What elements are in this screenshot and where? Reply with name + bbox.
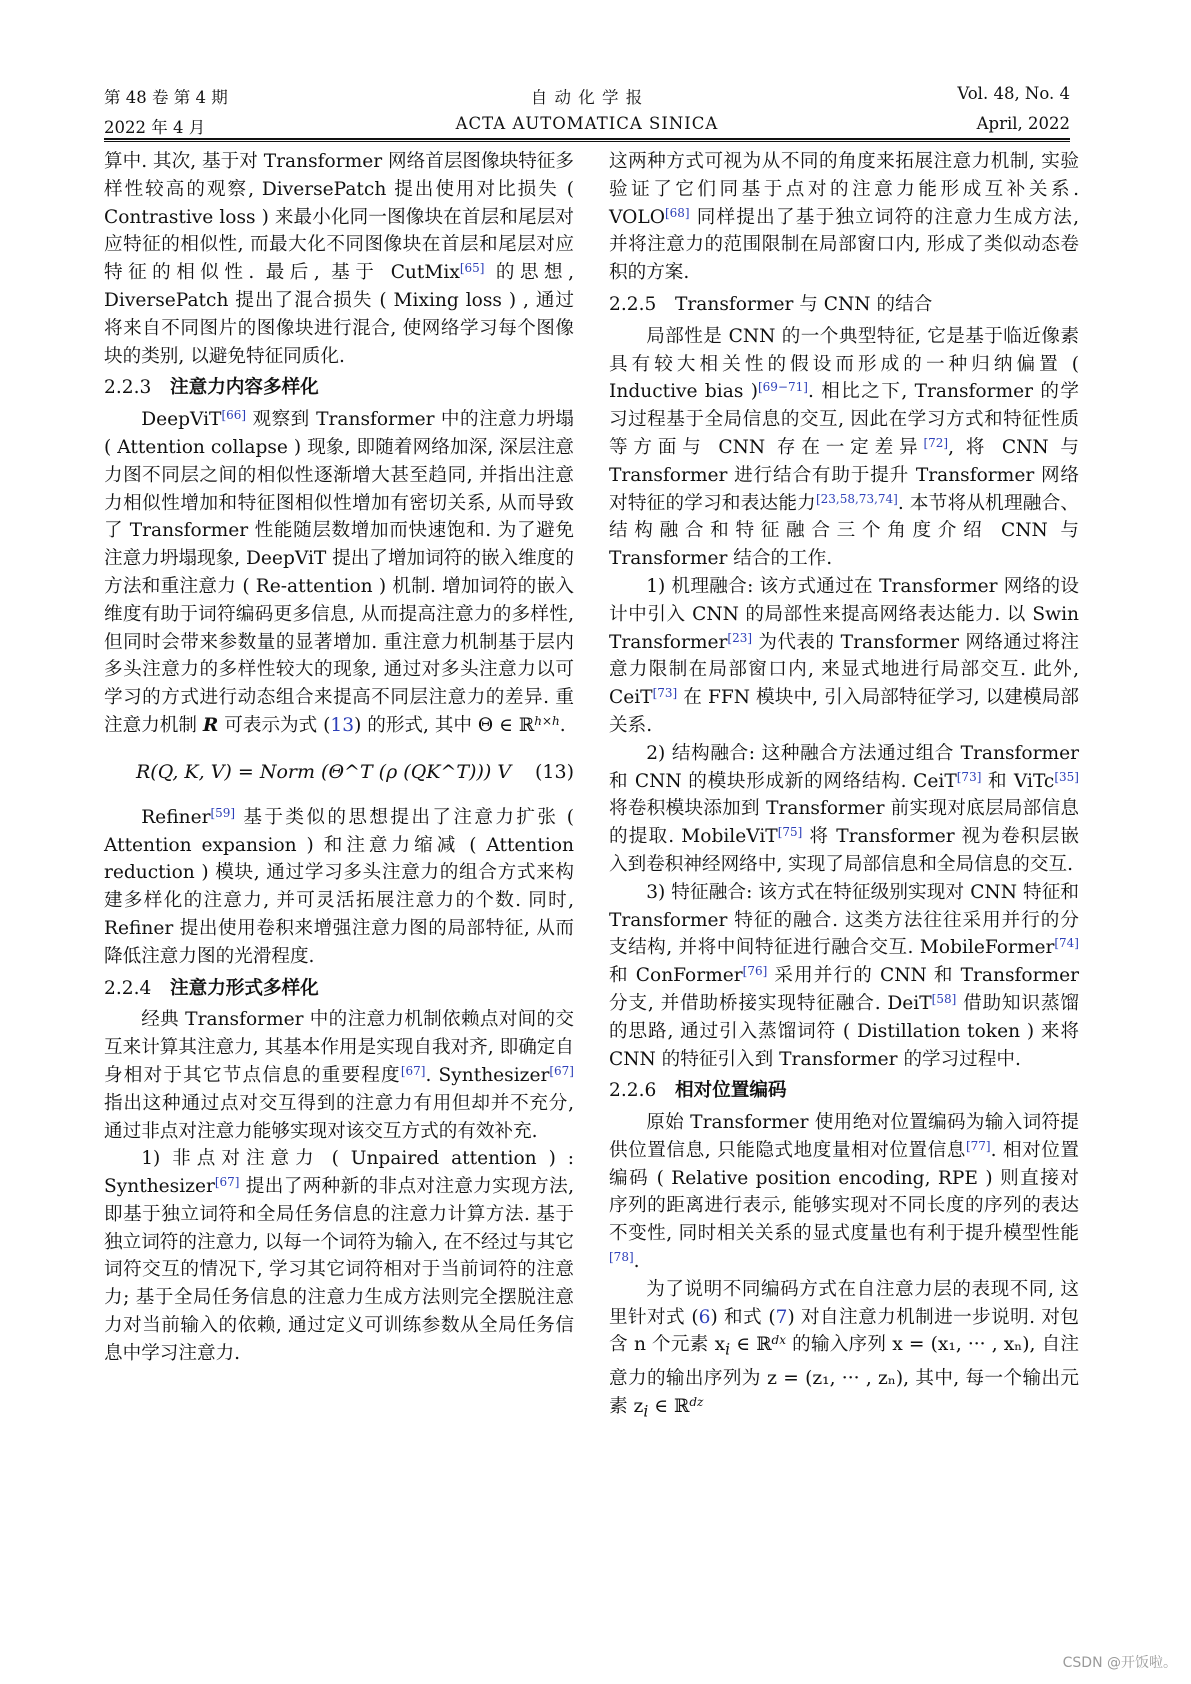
section-heading-2-2-6 bbox=[609, 1077, 1079, 1105]
section-title: Transformer 与 CNN 的结合 bbox=[675, 293, 933, 315]
section-number: 2.2.3 bbox=[104, 377, 152, 399]
citation-link[interactable]: [58] bbox=[931, 991, 957, 1006]
equation-number: (13) bbox=[534, 760, 574, 783]
right-column bbox=[609, 148, 1079, 1426]
paragraph: 算中. 其次, 基于对 Transformer 网络首层图像块特征多样性较高的观察, DiversePatch 提出使用对比损失 ( Contrastive loss ) 来最小化同一图像块在首层和尾层对应特征的相似性, 而最大化不同图像块在首层和尾层对应特征的相似性. 最后, 基于 CutMix[65] 的思想, DiversePatch 提出了混合损失 ( Mixing loss ) , 通过将来自不同图片的图像块进行混合, 使网络学习每个图像块的类别, 以避免特征同质化. bbox=[104, 151, 574, 367]
citation-link[interactable]: [69−71] bbox=[757, 380, 808, 395]
citation-link[interactable]: [74] bbox=[1054, 936, 1079, 951]
citation-link[interactable]: [76] bbox=[742, 964, 768, 979]
section-title: 注意力内容多样化 bbox=[170, 377, 319, 399]
paragraph: DeepViT[66] 观察到 Transformer 中的注意力坍塌 ( Attention collapse ) 现象, 即随着网络加深, 深层注意力图不同层之间的相似性逐渐增大甚至趋同, 并指出注意力相似性增加和特征图相似性增加有密切关系, 从而导致了 Transformer 性能随层数增加而快速饱和. 为了避免注意力坍塌现象, DeepViT 提出了增加词符的嵌入维度的方法和重注意力 ( Re-attention ) 机制. 增加词符的嵌入维度有助于词符编码更多信息, 从而提高注意力的多样性, 但同时会带来参数量的显著增加. 重注意力机制基于层内多头注意力的多样性较大的现象, 通过对多头注意力以可学习的方式进行动态组合来提高不同层注意力的差异. 重注意力机制 R 可表示为式 (13) 的形式, 其中 Θ ∈ ℝ$^{h\times h}$. bbox=[104, 408, 574, 736]
citation-link[interactable]: [65] bbox=[459, 261, 485, 276]
section-number: 2.2.6 bbox=[609, 1080, 657, 1102]
header-rule-thin bbox=[104, 141, 1070, 142]
section-heading-2-2-3 bbox=[104, 374, 574, 402]
watermark: CSDN @开饭啦。 bbox=[1062, 1655, 1177, 1671]
paragraph: 局部性是 CNN 的一个典型特征, 它是基于临近像素具有较大相关性的假设而形成的一种归纳偏置 ( Inductive bias )[69−71]. 相比之下, Transformer 的学习过程基于全局信息的交互, 因此在学习方式和特征性质等方面与 CNN 存在一定差异[72], 将 CNN 与 Transformer 进行结合有助于提升 Transformer 网络对特征的学习和表达能力[23,58,73,74]. 本节将从机理融合、结构融合和特征融合三个角度介绍 CNN 与 Transformer 结合的工作. bbox=[609, 325, 1079, 570]
citation-link[interactable]: [68] bbox=[664, 205, 690, 220]
section-number: 2.2.4 bbox=[104, 977, 152, 999]
section-number: 2.2.5 bbox=[609, 293, 657, 315]
section-heading-2-2-5 bbox=[609, 291, 1079, 319]
citation-link[interactable]: [35] bbox=[1054, 769, 1079, 784]
paragraph: 1) 非点对注意力 ( Unpaired attention ) : Synthesizer[67] 提出了两种新的非点对注意力实现方法, 即基于独立词符和全局任务信息的注意力计算方法. 基于独立词符的注意力, 以每一个词符为输入, 在不经过与其它词符交互的情况下, 学习其它词符相对于当前词符的注意力; 基于全局任务信息的注意力生成方法则完全摆脱注意力对当前输入的依赖, 通过定义可训练参数从全局任务信息中学习注意力. bbox=[104, 1148, 574, 1364]
equation-link[interactable]: 13 bbox=[330, 714, 355, 736]
citation-link[interactable]: [67] bbox=[400, 1063, 426, 1078]
citation-link[interactable]: [73] bbox=[956, 769, 982, 784]
citation-link[interactable]: [67] bbox=[214, 1175, 240, 1190]
header-rule-thick bbox=[104, 138, 1070, 140]
equation-13 bbox=[104, 746, 574, 798]
equation-link[interactable]: 7 bbox=[775, 1306, 788, 1328]
header-volume: 第 48 卷 第 4 期 bbox=[104, 88, 228, 107]
paragraph: Refiner[59] 基于类似的思想提出了注意力扩张 ( Attention expansion ) 和注意力缩减 ( Attention reduction ) 模块, 通过学习多头注意力的组合方式来构建多样化的注意力, 并可灵活拓展注意力的个数. 同时, Refiner 提出使用卷积来增强注意力图的局部特征, 从而降低注意力图的光滑程度. bbox=[104, 805, 574, 967]
citation-link[interactable]: [59] bbox=[210, 805, 236, 820]
citation-link[interactable]: [73] bbox=[652, 686, 678, 701]
section-heading-2-2-4 bbox=[104, 975, 574, 1003]
paragraph: 3) 特征融合: 该方式在特征级别实现对 CNN 特征和 Transformer 特征的融合. 这类方法往往采用并行的分支结构, 并将中间特征进行融合交互. MobileFormer[74] 和 ConFormer[76] 采用并行的 CNN 和 Transformer 分支, 并借助桥接实现特征融合. DeiT[58] 借助知识蒸馏的思路, 通过引入蒸馏词符 ( Distillation token ) 来将 CNN 的特征引入到 Transformer 的学习过程中. bbox=[609, 881, 1080, 1070]
running-header-line-1 bbox=[104, 84, 1070, 106]
citation-link[interactable]: [67] bbox=[549, 1063, 574, 1078]
equation-link[interactable]: 6 bbox=[698, 1306, 711, 1328]
left-column bbox=[104, 148, 574, 1368]
citation-link[interactable]: [66] bbox=[221, 408, 247, 423]
paragraph: 2) 结构融合: 这种融合方法通过组合 Transformer 和 CNN 的模块形成新的网络结构. CeiT[73] 和 ViTc[35] 将卷积模块添加到 Transformer 前实现对底层局部信息的提取. MobileViT[75] 将 Transformer 视为卷积层嵌入到卷积神经网络中, 实现了局部信息和全局信息的交互. bbox=[609, 742, 1079, 875]
running-header-line-2 bbox=[104, 114, 1070, 136]
header-date-en: April, 2022 bbox=[976, 114, 1070, 133]
paragraph: 原始 Transformer 使用绝对位置编码为输入词符提供位置信息, 只能隐式地度量相对位置信息[77]. 相对位置编码 ( Relative position encoding, RPE ) 则直接对序列的距离进行表示, 能够实现对不同长度的序列的表达不变性, 同时相关关系的显式度量也有利于提升模型性能[78]. bbox=[609, 1112, 1079, 1273]
citation-link[interactable]: [77] bbox=[965, 1138, 991, 1153]
citation-link[interactable]: [75] bbox=[777, 825, 803, 840]
math-symbol: R bbox=[202, 714, 219, 736]
section-title: 相对位置编码 bbox=[675, 1080, 787, 1102]
citation-link[interactable]: [23,58,73,74] bbox=[815, 491, 898, 506]
paragraph: 经典 Transformer 中的注意力机制依赖点对间的交互来计算其注意力, 其基本作用是实现自我对齐, 即确定自身相对于其它节点信息的重要程度[67]. Synthesizer[67] 指出这种通过点对交互得到的注意力有用但却并不充分, 通过非点对注意力能够实现对该交互方式的有效补充. bbox=[104, 1009, 574, 1142]
header-volume-en: Vol. 48, No. 4 bbox=[957, 84, 1070, 103]
header-journal-cn: 自 动 化 学 报 bbox=[530, 88, 644, 107]
header-date-cn: 2022 年 4 月 bbox=[104, 118, 206, 137]
citation-link[interactable]: [72] bbox=[923, 435, 949, 450]
paragraph: 为了说明不同编码方式在自注意力层的表现不同, 这里针对式 (6) 和式 (7) 对自注意力机制进一步说明. 对包含 n 个元素 $x_i$ ∈ ℝ$^{dx}$ 的输入序列 x = (x₁, ··· , xₙ), 自注意力的输出序列为 z = (z₁, ··· , zₙ), 其中, 每一个输出元素 $z_i$ ∈ ℝ$^{dz}$ bbox=[609, 1278, 1079, 1421]
citation-link[interactable]: [23] bbox=[727, 630, 753, 645]
citation-link[interactable]: [78] bbox=[609, 1250, 634, 1265]
equation-body: R(Q, K, V) = Norm (Θ^T (ρ (QK^T))) V bbox=[136, 760, 512, 783]
header-journal-en: ACTA AUTOMATICA SINICA bbox=[455, 114, 719, 133]
paragraph: 1) 机理融合: 该方式通过在 Transformer 网络的设计中引入 CNN 的局部性来提高网络表达能力. 以 Swin Transformer[23] 为代表的 Transformer 网络通过将注意力限制在局部窗口内, 来显式地进行局部交互. 此外, CeiT[73] 在 FFN 模块中, 引入局部特征学习, 以建模局部关系. bbox=[609, 575, 1079, 736]
section-title: 注意力形式多样化 bbox=[170, 977, 319, 999]
paragraph: 这两种方式可视为从不同的角度来拓展注意力机制, 实验验证了它们同基于点对的注意力能形成互补关系. VOLO[68] 同样提出了基于独立词符的注意力生成方法, 并将注意力的范围限制在局部窗口内, 形成了类似动态卷积的方案. bbox=[609, 151, 1079, 284]
